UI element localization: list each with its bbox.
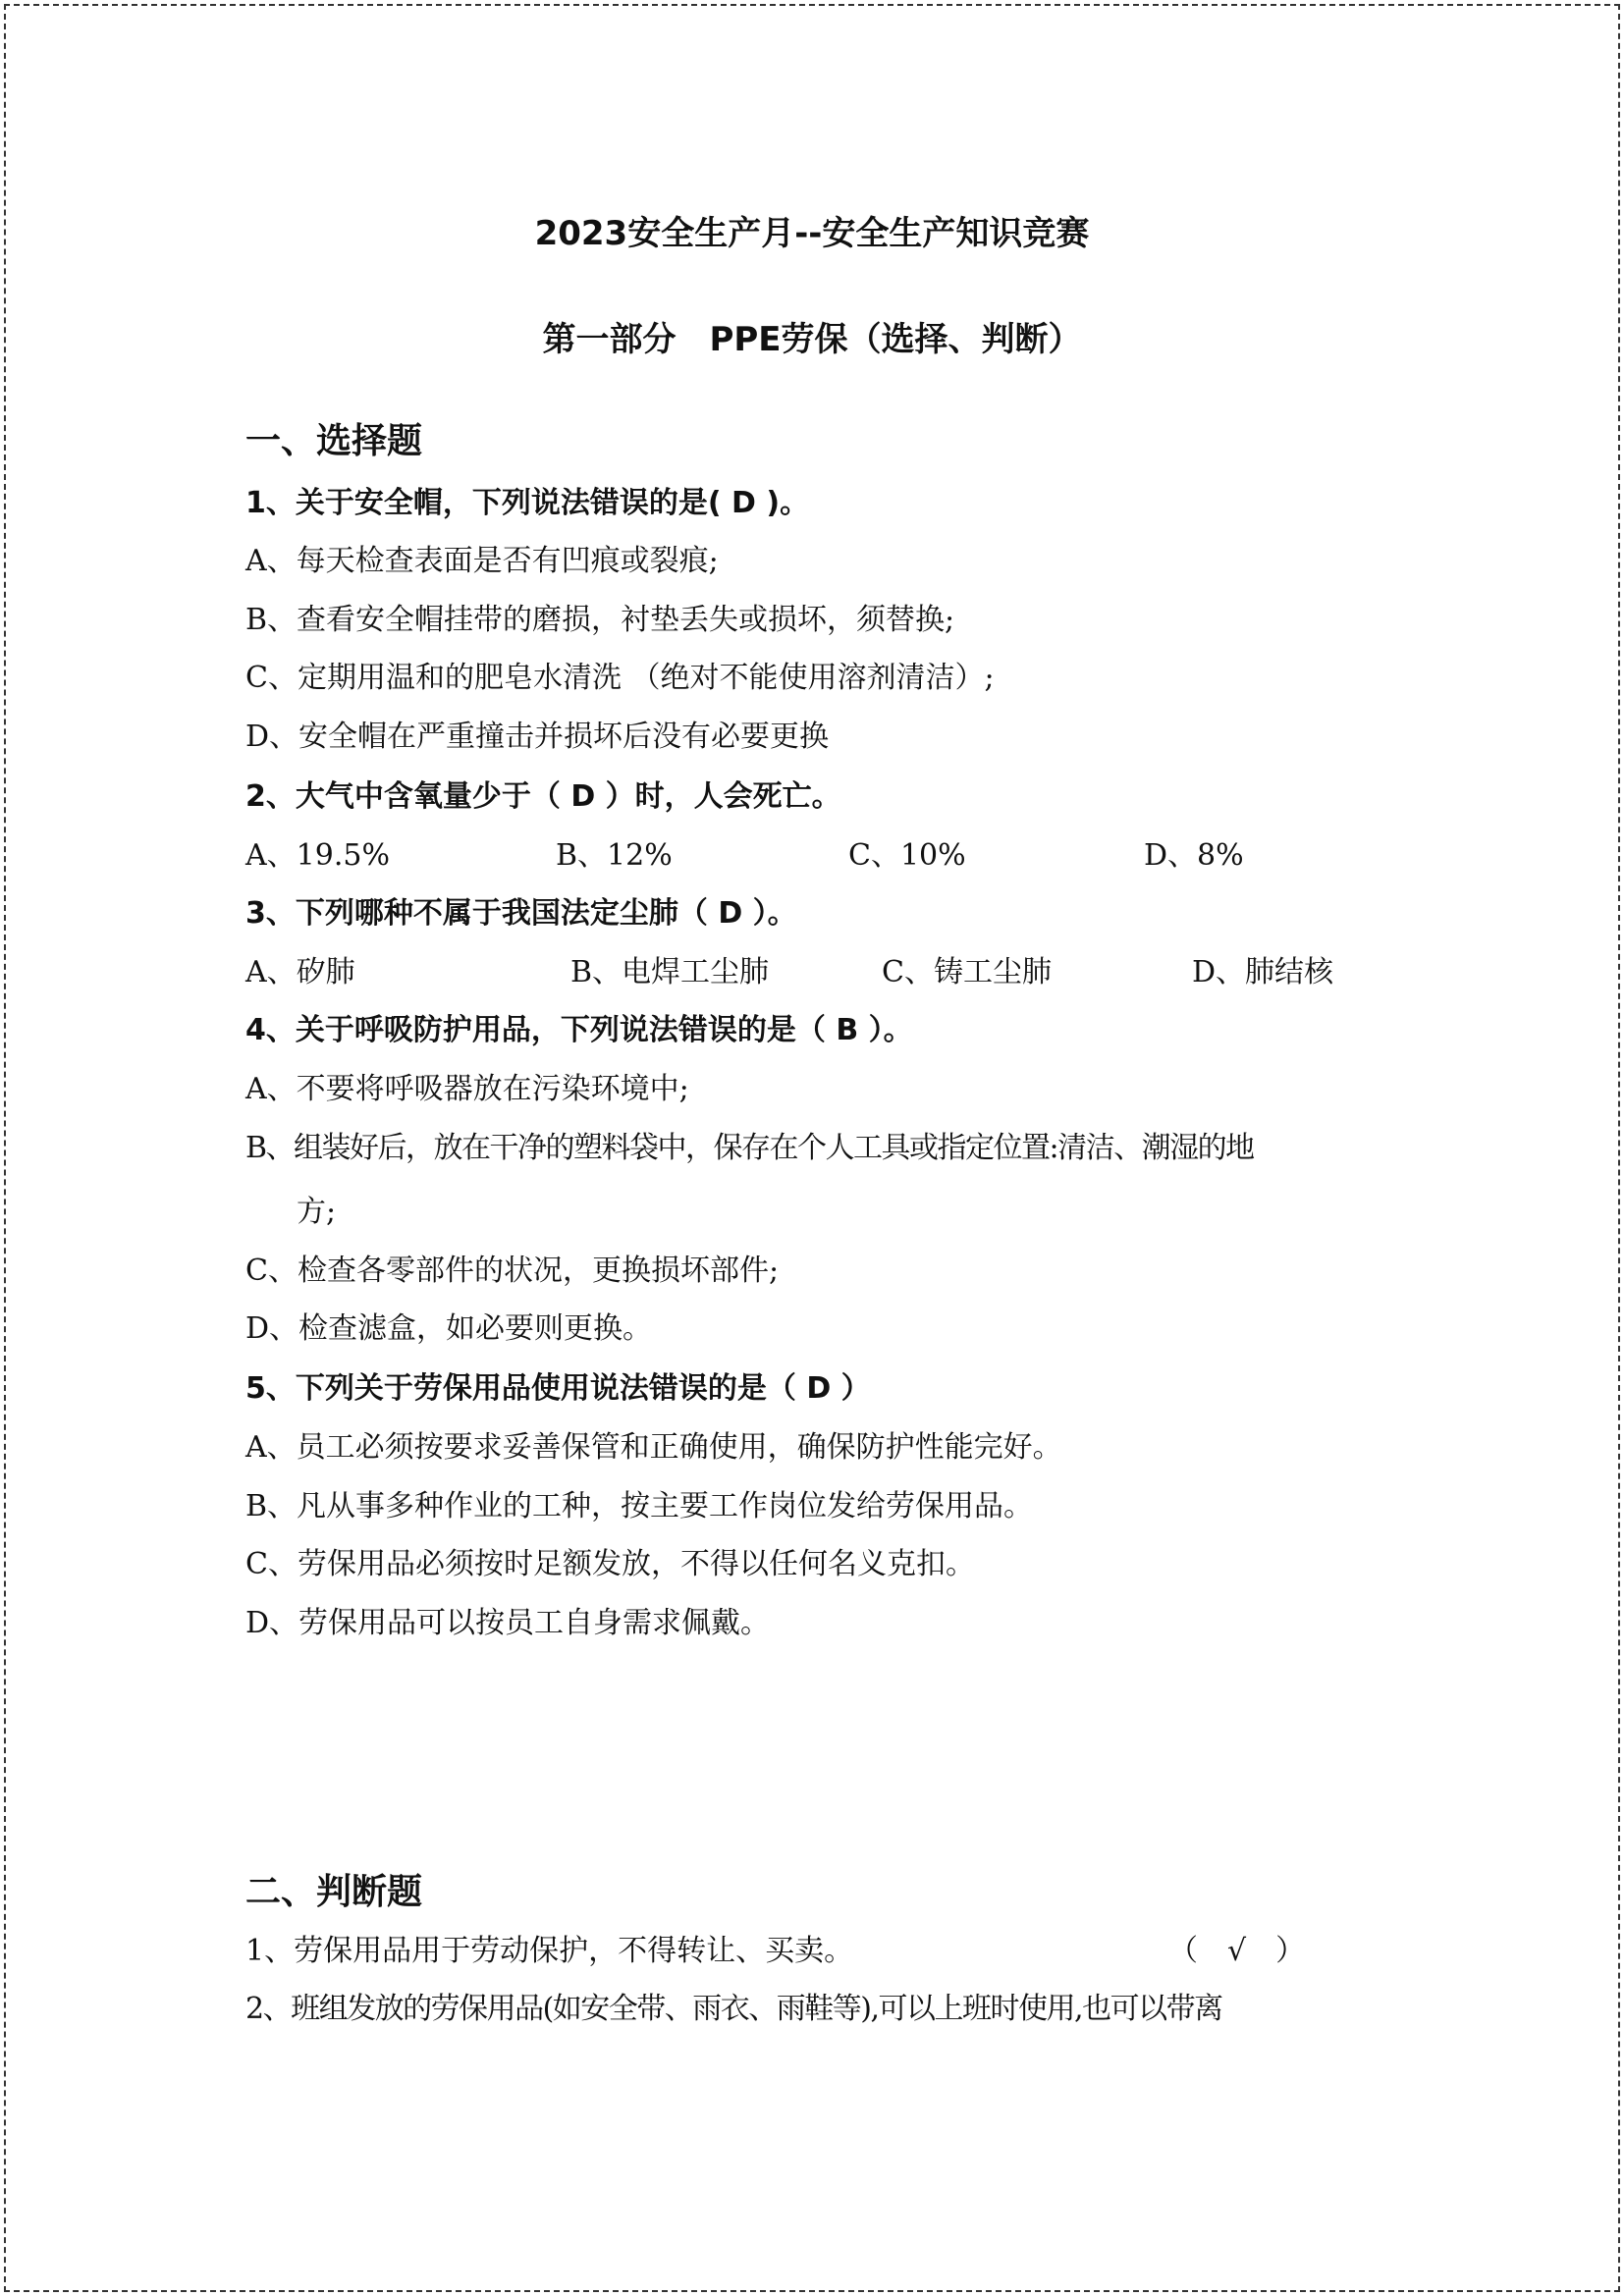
part-title: 第一部分 PPE劳保（选择、判断）: [542, 320, 1082, 359]
option: C、检查各零部件的状况，更换损坏部件;: [245, 1254, 780, 1288]
option-continuation: 方;: [297, 1195, 337, 1229]
question-1: 1、关于安全帽，下列说法错误的是( D )。: [245, 486, 810, 520]
options-row: [245, 943, 1424, 1002]
option: C、定期用温和的肥皂水清洗 （绝对不能使用溶剂清洁）;: [245, 661, 995, 695]
option: A、19.5%: [245, 838, 390, 873]
option: C、10%: [848, 838, 966, 873]
judgment-item-2: 2、班组发放的劳保用品(如安全带、雨衣、雨鞋等),可以上班时使用,也可以带离: [245, 1992, 1222, 2026]
option: D、安全帽在严重撞击并损坏后没有必要更换: [245, 720, 830, 754]
option: D、肺结核: [1192, 955, 1334, 989]
question-5: 5、下列关于劳保用品使用说法错误的是（ D ）: [245, 1371, 871, 1406]
option: B、12%: [556, 838, 673, 873]
option: C、劳保用品必须按时足额发放，不得以任何名义克扣。: [245, 1547, 975, 1581]
option: A、员工必须按要求妥善保管和正确使用，确保防护性能完好。: [245, 1430, 1062, 1465]
question-4: 4、关于呼吸防护用品，下列说法错误的是（ B ）。: [245, 1013, 913, 1047]
option: D、检查滤盒，如必要则更换。: [245, 1311, 653, 1346]
question-2: 2、大气中含氧量少于（ D ）时，人会死亡。: [245, 779, 841, 814]
document-title: 2023安全生产月--安全生产知识竞赛: [534, 214, 1090, 253]
option: D、劳保用品可以按员工自身需求佩戴。: [245, 1606, 771, 1640]
option: B、凡从事多种作业的工种，按主要工作岗位发给劳保用品。: [245, 1489, 1034, 1523]
option: B、组装好后，放在干净的塑料袋中，保存在个人工具或指定位置:清洁、潮湿的地: [245, 1131, 1254, 1165]
option: B、查看安全帽挂带的磨损，衬垫丢失或损坏，须替换;: [245, 603, 955, 637]
judgment-text: 1、劳保用品用于劳动保护，不得转让、买卖。: [245, 1934, 854, 1968]
options-row: [245, 827, 1424, 885]
option: B、电焊工尘肺: [570, 955, 770, 989]
option: C、铸工尘肺: [882, 955, 1052, 989]
section-heading-choice: 一、选择题: [245, 421, 423, 461]
judgment-answer: （ √ ）: [1168, 1934, 1306, 1968]
section-heading-judgment: 二、判断题: [245, 1872, 423, 1912]
question-3: 3、下列哪种不属于我国法定尘肺（ D ）。: [245, 896, 797, 931]
option: D、8%: [1144, 838, 1244, 873]
option: A、每天检查表面是否有凹痕或裂痕;: [245, 544, 719, 578]
option: A、不要将呼吸器放在污染环境中;: [245, 1072, 689, 1106]
judgment-item-1: [245, 1922, 1424, 1981]
option: A、矽肺: [245, 955, 355, 989]
